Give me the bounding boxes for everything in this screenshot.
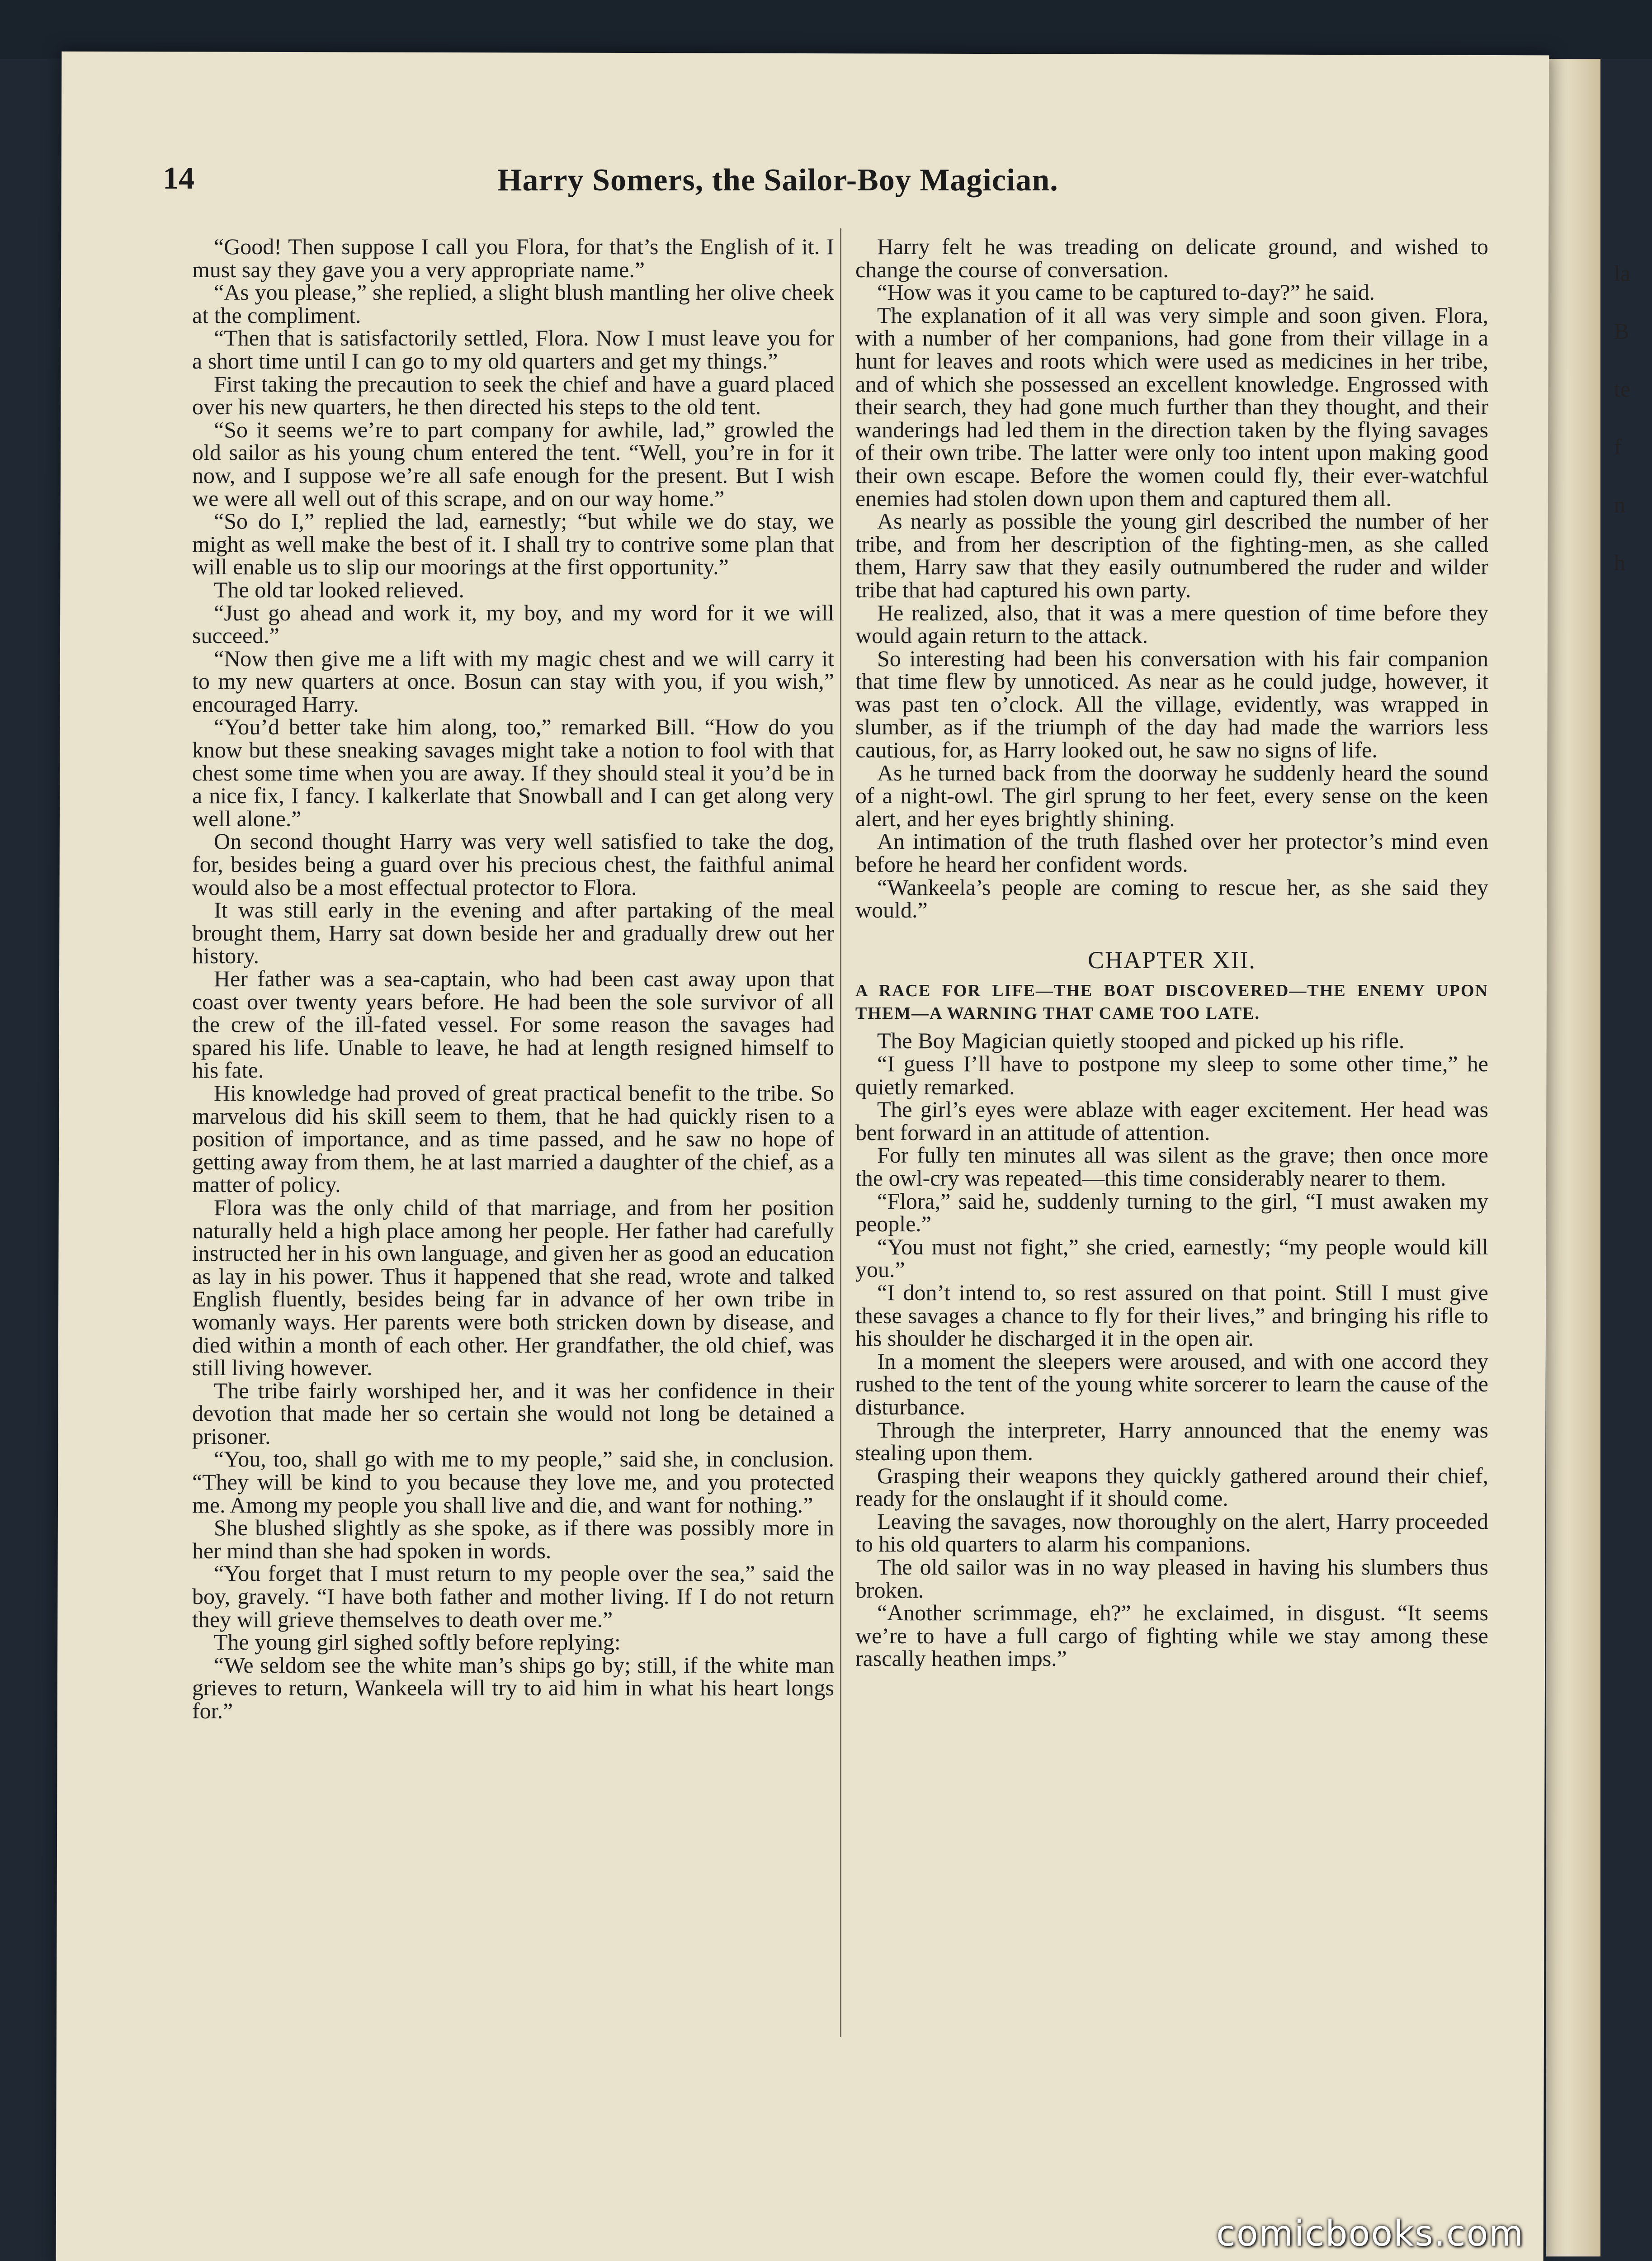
adjacent-page-edge [1546, 59, 1600, 2256]
paragraph: The young girl sighed softly before replying: [214, 1629, 621, 1655]
edge-letter: f [1614, 434, 1622, 459]
paragraph: For fully ten minutes all was silent as the grave; then once more the owl-cry was repeated—this time considerably nearer to them. [855, 1142, 1488, 1191]
edge-letter: B [1614, 318, 1629, 344]
paragraph: “Good! Then suppose I call you Flora, for that’s the English of it. I must say they gave you a very appropriate name.” [192, 234, 834, 282]
paragraph: Leaving the savages, now thoroughly on the alert, Harry proceeded to his old quarters to alarm his companions. [855, 1508, 1488, 1557]
column-divider [840, 228, 841, 2037]
paragraph: The Boy Magician quietly stooped and picked up his rifle. [877, 1028, 1405, 1054]
paragraph: “Another scrimmage, eh?” he exclaimed, in disgust. “It seems we’re to have a full cargo of fighting while we stay among these rascally heathen imps.” [855, 1600, 1488, 1671]
paragraph: “We seldom see the white man’s ships go by; still, if the white man grieves to return, Wankeela will try to aid him in what his heart longs for.” [192, 1652, 834, 1723]
paragraph: As he turned back from the doorway he suddenly heard the sound of a night-owl. The girl sprung to her feet, every sense on the keen alert, and her eyes brightly shining. [855, 760, 1488, 831]
paragraph: “Wankeela’s people are coming to rescue her, as she said they would.” [855, 874, 1488, 923]
paragraph: “You, too, shall go with me to my people,” said she, in conclusion. “They will be kind to you because they love me, and you protected me. Among my people you shall live and die, and want for nothing.” [192, 1446, 834, 1518]
paragraph: She blushed slightly as she spoke, as if there was possibly more in her mind than she had spoken in words. [192, 1515, 834, 1563]
paragraph: “So it seems we’re to part company for awhile, lad,” growled the old sailor as his young chum entered the tent. “Well, you’re in for it now, and I suppose we’re all safe enough for the present. But I wish we were all well out of this scrape, and on our way home.” [192, 416, 834, 511]
paragraph: An intimation of the truth flashed over her protector’s mind even before he heard her confident words. [855, 828, 1488, 877]
paragraph: “As you please,” she replied, a slight blush mantling her olive cheek at the compliment. [192, 279, 834, 328]
paragraph: “Then that is satisfactorily settled, Flora. Now I must leave you for a short time until I can go to my old quarters and get my things.” [192, 325, 834, 374]
paragraph: As nearly as possible the young girl described the number of her tribe, and from her description of the fighting-men, as she called them, Harry saw that they easily outnumbered the ruder and wilder tribe that had captured his own party. [855, 508, 1488, 602]
paragraph: The explanation of it all was very simple and soon given. Flora, with a number of her companions, had gone from their village in a hunt for leaves and roots which were used as medicines in her tribe, and of which she possessed an excellent knowledge. Engrossed with their search, they had gone much further than they thought, and their wanderings had led them in the direction taken by the flying savages of their own tribe. The latter were only too intent upon making good their own escape. Before the women could fly, their ever-watchful enemies had stolen down upon them and captured them all. [855, 302, 1488, 511]
paragraph: “So do I,” replied the lad, earnestly; “but while we do stay, we might as well make the best of it. I shall try to contrive some plan that will enable us to slip our moorings at the first opportunity.” [192, 508, 834, 580]
paragraph: His knowledge had proved of great practical benefit to the tribe. So marvelous did his skill seem to them, that he had quickly risen to a position of importance, and as time passed, and he saw no hope of getting away from them, he at last married a daughter of the chief, as a matter of policy. [192, 1080, 834, 1197]
paragraph: In a moment the sleepers were aroused, and with one accord they rushed to the tent of the young white sorcerer to learn the cause of the disturbance. [855, 1348, 1488, 1419]
paragraph: Flora was the only child of that marriage, and from her position naturally held a high place among her people. Her father had carefully instructed her in his own language, and given her as good an education as lay in his power. Thus it happened that she read, wrote and talked English fluently, besides being far in advance of her own tribe in womanly ways. Her parents were both stricken down by disease, and died within a month of each other. Her grandfather, the old chief, was still living however. [192, 1194, 834, 1381]
paragraph: “You’d better take him along, too,” remarked Bill. “How do you know but these sneaking savages might take a notion to fool with that chest some time when you are away. If they should steal it you’d be in a nice fix, I fancy. I kalkerlate that Snowball and I can get along very well alone.” [192, 714, 834, 831]
paragraph: “How was it you came to be captured to-day?” he said. [877, 279, 1375, 305]
edge-letter: h [1614, 550, 1625, 575]
left-column [192, 235, 834, 1722]
paragraph: “You forget that I must return to my people over the sea,” said the boy, gravely. “I have both father and mother living. If I do not return they will grieve themselves to death over me.” [192, 1561, 834, 1632]
adjacent-page-text [1614, 244, 1646, 591]
paragraph: Harry felt he was treading on delicate ground, and wished to change the course of conversation. [855, 234, 1488, 282]
watermark: comicbooks.com [1216, 2214, 1525, 2254]
chapter-title: CHAPTER XII. [1088, 946, 1256, 974]
paragraph: The tribe fairly worshiped her, and it was her confidence in their devotion that made her so certain she would not long be detained a prisoner. [192, 1377, 834, 1449]
edge-letter: la [1614, 260, 1631, 286]
page-number: 14 [163, 161, 194, 196]
paragraph: “I guess I’ll have to postpone my sleep to some other time,” he quietly remarked. [855, 1051, 1488, 1099]
paragraph: Through the interpreter, Harry announced that the enemy was stealing upon them. [855, 1417, 1488, 1466]
paragraph: He realized, also, that it was a mere question of time before they would again return to the attack. [855, 600, 1488, 648]
edge-letter: te [1614, 376, 1631, 402]
paragraph: Grasping their weapons they quickly gathered around their chief, ready for the onslaught if it should come. [855, 1462, 1488, 1511]
paragraph: “Just go ahead and work it, my boy, and my word for it we will succeed.” [192, 600, 834, 648]
paragraph: “Flora,” said he, suddenly turning to the girl, “I must awaken my people.” [855, 1188, 1488, 1237]
edge-letter: n [1614, 492, 1625, 517]
paragraph: So interesting had been his conversation with his fair companion that time flew by unnoticed. As near as he could judge, however, it was past ten o’clock. All the village, evidently, was wrapped in slumber, as if the triumph of the day had made the warriors less cautious, for, as Harry looked out, he saw no signs of life. [855, 645, 1488, 763]
paragraph: The old tar looked relieved. [214, 577, 464, 602]
paragraph: It was still early in the evening and after partaking of the meal brought them, Harry sat down beside her and gradually drew out her history. [192, 897, 834, 969]
paragraph: “You must not fight,” she cried, earnestly; “my people would kill you.” [855, 1234, 1488, 1282]
paragraph: The old sailor was in no way pleased in having his slumbers thus broken. [855, 1554, 1488, 1603]
background-top [0, 0, 1652, 59]
page-header [163, 161, 1483, 201]
paragraph: First taking the precaution to seek the chief and have a guard placed over his new quarters, he then directed his steps to the old tent. [192, 371, 834, 420]
paragraph: On second thought Harry was very well satisfied to take the dog, for, besides being a guard over his precious chest, the faithful animal would also be a most effectual protector to Flora. [192, 828, 834, 900]
paragraph: “I don’t intend to, so rest assured on that point. Still I must give these savages a chance to fly for their lives,” and bringing his rifle to his shoulder he discharged it in the open air. [855, 1279, 1488, 1351]
running-head: Harry Somers, the Sailor-Boy Magician. [497, 163, 1058, 198]
paragraph: “Now then give me a lift with my magic chest and we will carry it to my new quarters at once. Bosun can stay with you, if you wish,” encouraged Harry. [192, 645, 834, 717]
paragraph: Her father was a sea-captain, who had been cast away upon that coast over twenty years before. He had been the sole survivor of all the crew of the ill-fated vessel. For some reason the savages had spared his life. Unable to leave, he had at length resigned himself to his fate. [192, 966, 834, 1083]
paragraph: The girl’s eyes were ablaze with eager excitement. Her head was bent forward in an attitude of attention. [855, 1097, 1488, 1145]
chapter-subtitle: A RACE FOR LIFE—THE BOAT DISCOVERED—THE ENEMY UPON THEM—A WARNING THAT CAME TOO LATE. [855, 981, 1488, 1023]
right-column [855, 235, 1488, 1670]
